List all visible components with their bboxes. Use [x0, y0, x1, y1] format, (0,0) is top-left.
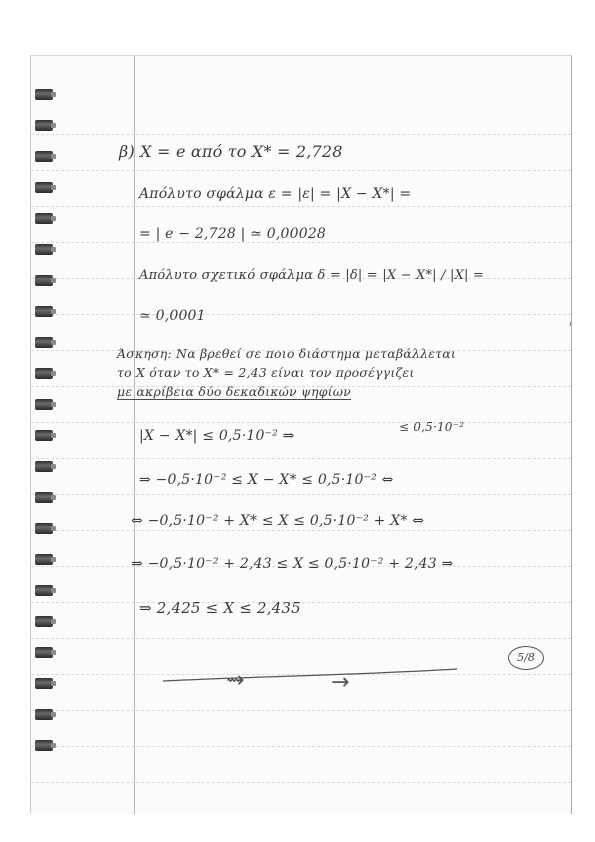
arrow-icon: →	[331, 670, 350, 695]
spiral-ring	[35, 368, 53, 379]
spiral-ring	[35, 89, 53, 100]
spiral-ring	[35, 120, 53, 131]
spiral-ring	[35, 306, 53, 317]
spiral-ring	[35, 151, 53, 162]
text-line-5: ≃ 0,0001	[139, 308, 206, 324]
math-line-1: |X − X*| ≤ 0,5·10⁻² ⇒	[139, 428, 295, 444]
ruled-line	[31, 170, 571, 171]
spiral-ring	[35, 616, 53, 627]
spiral-ring	[35, 740, 53, 751]
text-line-4: Απόλυτο σχετικό σφάλμα δ = |δ| = |X − X*| / |X| =	[139, 268, 485, 283]
spiral-ring	[35, 709, 53, 720]
ruled-line	[31, 710, 571, 711]
ruled-line	[31, 314, 571, 315]
spiral-ring	[35, 492, 53, 503]
math-line-2: ⇒ −0,5·10⁻² ≤ X − X* ≤ 0,5·10⁻² ⇔	[139, 472, 394, 488]
math-line-4: ⇒ −0,5·10⁻² + 2,43 ≤ X ≤ 0,5·10⁻² + 2,43 ⇒	[131, 556, 454, 572]
ruled-line	[31, 458, 571, 459]
ruled-line	[31, 134, 571, 135]
spiral-ring	[35, 523, 53, 534]
grade-stamp: 5/8	[508, 646, 544, 670]
notebook-page	[30, 55, 572, 814]
ruled-line	[31, 494, 571, 495]
ruled-line	[31, 746, 571, 747]
ruled-line	[31, 422, 571, 423]
math-line-3: ⇔ −0,5·10⁻² + X* ≤ X ≤ 0,5·10⁻² + X* ⇔	[131, 513, 425, 529]
spiral-ring	[35, 399, 53, 410]
exercise-line-2: το X όταν το X* = 2,43 είναι τον προσέγγιζει	[117, 365, 415, 380]
arrow-icon: ⇝	[226, 668, 245, 693]
spiral-ring	[35, 244, 53, 255]
ruled-line	[31, 638, 571, 639]
text-line-2: Απόλυτο σφάλμα ε = |ε| = |X − X*| =	[139, 186, 412, 202]
spiral-ring	[35, 213, 53, 224]
ruled-line	[31, 782, 571, 783]
math-note: ≤ 0,5·10⁻²	[399, 420, 465, 434]
spiral-ring	[35, 430, 53, 441]
exercise-line-3: με ακρίβεια δύο δεκαδικών ψηφίων	[117, 384, 351, 399]
spiral-ring	[35, 275, 53, 286]
underline-curve	[161, 667, 461, 687]
spiral-ring	[35, 461, 53, 472]
spiral-ring	[35, 554, 53, 565]
ruled-line	[31, 602, 571, 603]
spiral-ring	[35, 585, 53, 596]
exercise-heading: Άσκηση: Να βρεθεί σε ποιο διάστημα μεταβάλλεται	[117, 346, 456, 361]
spiral-ring	[35, 678, 53, 689]
text-line-1: β) X = e από το X* = 2,728	[119, 142, 343, 161]
spiral-ring	[35, 182, 53, 193]
spiral-ring	[35, 647, 53, 658]
ruled-line	[31, 530, 571, 531]
doodle-mark	[566, 308, 572, 334]
math-result: ⇒ 2,425 ≤ X ≤ 2,435	[139, 599, 301, 617]
ruled-line	[31, 242, 571, 243]
ruled-line	[31, 206, 571, 207]
text-line-3: = | e − 2,728 | ≃ 0,00028	[139, 226, 327, 242]
spiral-ring	[35, 337, 53, 348]
